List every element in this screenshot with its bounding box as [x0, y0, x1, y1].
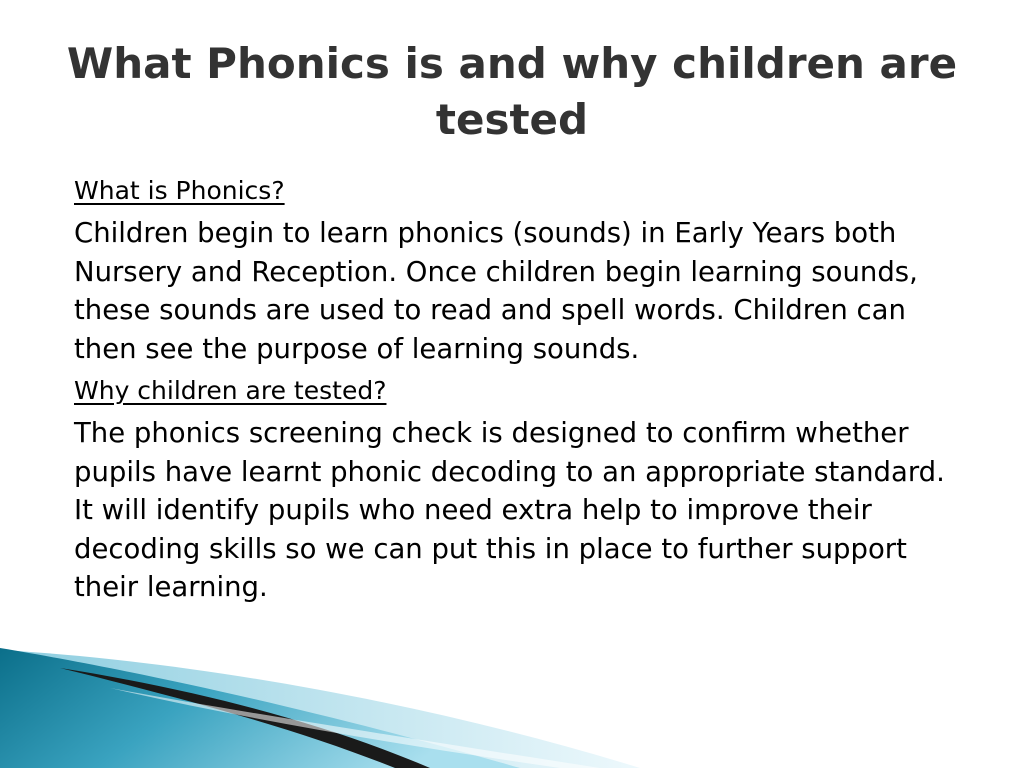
slide-title: What Phonics is and why children are tested — [66, 39, 958, 144]
section-text-why-tested: The phonics screening check is designed to confirm whether pupils have learnt phonic decoding to an appropriate standard. It will identify pupils who need extra help to improve their decoding skills so we can put this in place to further support their learning. — [74, 417, 945, 603]
section-heading-why-tested: Why children are tested? — [74, 376, 387, 405]
section-heading-what-is-phonics: What is Phonics? — [74, 176, 285, 205]
slide-body — [74, 168, 954, 611]
section-text-what-is-phonics: Children begin to learn phonics (sounds) in Early Years both Nursery and Reception. Once children begin learning sounds, these sounds are used to read and spell words. Children can then see the purpose of learning sounds. — [74, 217, 918, 365]
